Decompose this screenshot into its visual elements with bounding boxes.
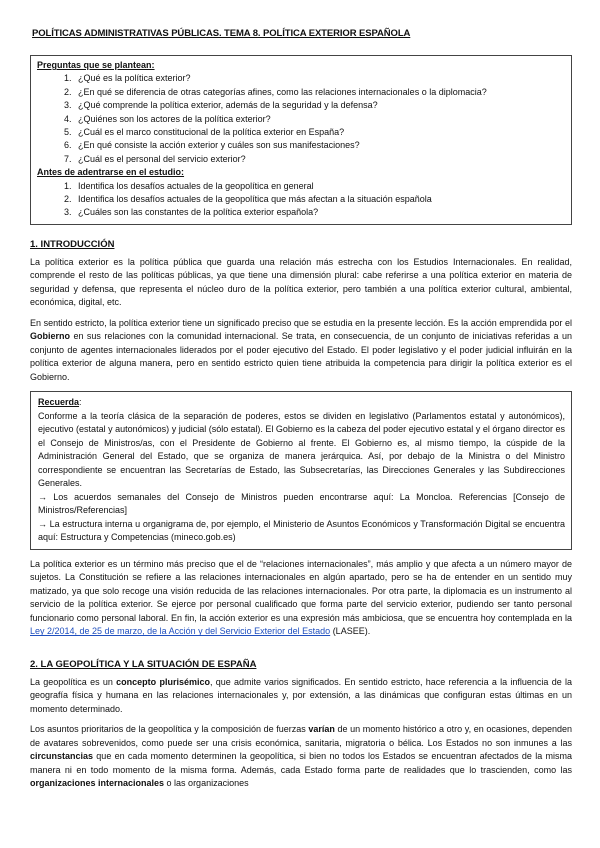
text-run: La geopolítica es un xyxy=(30,676,117,687)
bold-term: organizaciones internacionales xyxy=(30,778,165,789)
text-run: en sus relaciones con la comunidad internacional. Se trata, en consecuencia, de un conjunto de iniciativas referidas a un conjunto de agentes internacionales liderados por el poder ejecutivo del Estado. El poder legislativo y el poder judicial influirán en la política exterior de alguna manera, pero en sentido estricto quien tiene atribuida la competencia para dirigir la política exterior es el Gobierno. xyxy=(30,331,572,382)
questions-box xyxy=(30,55,572,225)
recuerda-note: → La estructura interna u organigrama de, por ejemplo, el Ministerio de Asuntos Económicos y Transformación Digital se encuentra aquí: Estructura y Competencias (mineco.gob.es) xyxy=(38,518,565,543)
bold-term: circunstancias xyxy=(30,751,94,762)
text-run: : xyxy=(79,397,82,408)
paragraph xyxy=(30,723,572,791)
list-item: 2. ¿En qué se diferencia de otras categorías afines, como las relaciones internacionales o la diplomacia? xyxy=(74,86,565,99)
text-run: de un momento histórico a otro y, en ocasiones, dependen de avatares sobrevenidos, como puede ser una crisis económica, sanitaria, migratoria o bélica. Los Estados no son inmunes a las xyxy=(30,724,572,748)
section-heading-geopolitica: 2. LA GEOPOLÍTICA Y LA SITUACIÓN DE ESPAÑA xyxy=(30,658,257,670)
text-run: que en cada momento determinen la geopolítica, si bien no todos los Estados se encuentran afectados de la misma manera ni en todo momento de la misma forma. Además, cada Estado forma parte de realidades que lo trascienden, como las xyxy=(30,751,572,775)
text-run: o las organizaciones xyxy=(164,778,249,789)
recuerda-label: Recuerda xyxy=(38,397,80,408)
text-run: , que admite varios significados. En sentido estricto, hace referencia a la influencia de la geografía física y humana en las relaciones internacionales y, por extensión, a las dinámicas que configuran estas últimas en un momento determinado. xyxy=(30,676,573,714)
text-run: La política exterior es un término más preciso que el de “relaciones internacionales”, más amplio y que afecta a un número mayor de sujetos. La Constitución se refiere a las relaciones internacionales en algún apartado, pero se ha de entender en un sentido muy matizado, ya que solo recoge una visión reducida de las relaciones internacionales. Por otra parte, la diplomacia es un instrumento al servicio de la política exterior. Se ejerce por personal cualificado que forma parte del servicio exterior, pudiendo ser tanto personal funcionario como personal laboral. En fin, la acción exterior es una expresión más ambiciosa, que se encuentra hoy contemplada en la xyxy=(30,558,572,623)
recuerda-note: → Los acuerdos semanales del Consejo de Ministros pueden encontrarse aquí: La Moncloa. Referencias [Consejo de Ministros/Referencias] xyxy=(38,491,565,516)
bold-term: concepto plurisémico xyxy=(116,676,210,687)
list-item: 1. ¿Qué es la política exterior? xyxy=(74,72,565,85)
document-title: POLÍTICAS ADMINISTRATIVAS PÚBLICAS. TEMA 8. POLÍTICA EXTERIOR ESPAÑOLA xyxy=(32,28,411,39)
recuerda-box xyxy=(30,391,572,550)
list-item: 5. ¿Cuál es el marco constitucional de la política exterior en España? xyxy=(74,126,565,139)
list-item: 6. ¿En qué consiste la acción exterior y cuáles son sus manifestaciones? xyxy=(74,139,565,152)
recuerda-text: Conforme a la teoría clásica de la separación de poderes, estos se dividen en legislativo (Parlamentos estatal y autonómicos), ejecutivo (estatal y autonómicos) y judicial (sólo estatal). El Gobierno es la cabeza del poder ejecutivo estatal y el órgano director es el Consejo de Ministros/as, con el Presidente de Gobierno al frente. El Gobierno es, al mismo tiempo, la cúspide de la Administración General del Estado, que se organiza de manera jerárquica. Así, por debajo de la Ministra o del Ministro correspondiente se encuentran las Secretarías de Estado, las Subsecretarías, las Direcciones Generales y las Subdirecciones Generales. xyxy=(38,410,565,489)
study-list xyxy=(37,180,565,220)
list-item: 2. Identifica los desafíos actuales de la geopolítica que más afectan a la situación española xyxy=(74,193,565,206)
questions-list xyxy=(37,72,565,166)
paragraph xyxy=(30,676,572,717)
section-heading-introduccion: 1. INTRODUCCIÓN xyxy=(30,238,115,250)
list-item: 3. ¿Qué comprende la política exterior, además de la seguridad y la defensa? xyxy=(74,99,565,112)
list-item: 3. ¿Cuáles son las constantes de la política exterior española? xyxy=(74,206,565,219)
questions-heading: Preguntas que se plantean: xyxy=(37,60,155,70)
text-run: En sentido estricto, la política exterior tiene un significado preciso que se estudia en la presente lección. Es la acción emprendida por el xyxy=(30,317,572,328)
study-heading: Antes de adentrarse en el estudio: xyxy=(37,167,185,178)
paragraph xyxy=(30,558,572,639)
recuerda-label-line xyxy=(38,396,565,410)
list-item: 1. Identifica los desafíos actuales de la geopolítica en general xyxy=(74,180,565,193)
lasee-link[interactable]: Ley 2/2014, de 25 de marzo, de la Acción y del Servicio Exterior del Estado xyxy=(30,626,331,637)
text-run: Los asuntos prioritarios de la geopolítica y la composición de fuerzas xyxy=(30,724,309,735)
paragraph xyxy=(30,317,572,385)
paragraph: La política exterior es la política pública que guarda una relación más estrecha con los Estudios Internacionales. En realidad, comprende el resto de las políticas públicas, ya que tiene una dimensión plural: cabe referirse a una política exterior en materia de seguridad y defensa, que representa el núcleo duro de la política exterior, pero también a una política exterior cultural, ambiental, económica, digital, etc. xyxy=(30,256,572,308)
bold-term: Gobierno xyxy=(30,331,70,342)
text-run: (LASEE). xyxy=(330,626,371,637)
list-item: 7. ¿Cuál es el personal del servicio exterior? xyxy=(74,153,565,166)
bold-term: varían xyxy=(308,724,335,735)
list-item: 4. ¿Quiénes son los actores de la política exterior? xyxy=(74,113,565,126)
